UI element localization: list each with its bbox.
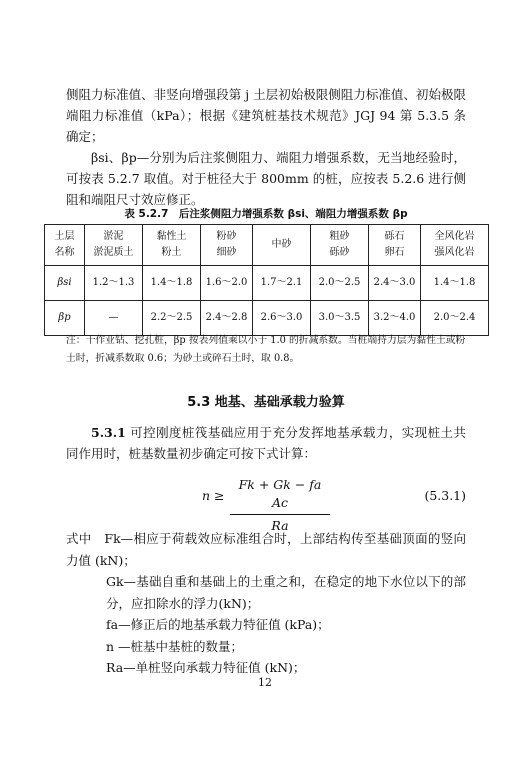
clause-number: 5.3.1 [91,425,126,440]
row-label: βsi [45,266,85,301]
header-cell: 淤泥 淤泥质土 [85,225,143,266]
clause-text: 可控刚度桩筏基础应用于充分发挥地基承载力，实现桩土共同作用时，桩基数量初步确定可按下式计算： [66,425,466,461]
header-cell: 黏性土 粉土 [143,225,201,266]
fraction-bar [230,514,330,515]
section-title: 5.3 地基、基础承载力验算 [187,395,345,410]
table-header-row [45,225,489,266]
table-cell: 1.7～2.1 [253,266,311,301]
table-cell: — [85,301,143,336]
table-cell: 2.0～2.4 [421,301,489,336]
definition-item: n —桩基中基桩的数量； [106,638,244,654]
row-label: βp [45,301,85,336]
table-cell: 1.6～2.0 [201,266,253,301]
table-row [45,301,489,336]
formula-lhs: n ≥ [202,488,225,503]
paragraph-beta-definition: βsi、βp—分别为后注浆侧阻力、端阻力增强系数，无当地经验时，可按表 5.2.7 取值。对于桩径大于 800mm 的桩，应按表 5.2.6 进行侧阻和端阻尺寸效应修正。 [66,150,466,207]
header-cell: 土层 名称 [45,225,85,266]
definition-item: fa—修正后的地基承载力特征值 (kPa)； [106,617,330,632]
definition-item: Gk—基础自重和基础上的土重之和，在稳定的地下水位以下的部分，应扣除水的浮力(kN)； [106,574,466,611]
paragraph-continuation: 侧阻力标准值、非竖向增强段第 j 土层初始极限侧阻力标准值、初始极限端阻力标准值（kPa）；根据《建筑桩基技术规范》JGJ 94 第 5.3.5 条确定； [66,87,466,144]
table-row [45,266,489,301]
clause-paragraph [66,422,466,464]
table-note: 注：干作业钻、挖孔桩，βp 按表列值乘以小于 1.0 的折减系数。当桩端持力层为黏性土或粉土时，折减系数取 0.6；为砂土或碎石土时，取 0.8。 [66,335,466,364]
formula-numerator: Fk + Gk − fa Ac [238,477,322,510]
formula-fraction [230,476,330,535]
table-cell: 2.0～2.5 [311,266,369,301]
header-cell: 粉砂 细砂 [201,225,253,266]
definition-item: Ra—单桩竖向承载力特征值 (kN)； [106,660,306,675]
table-cell: 2.2～2.5 [143,301,201,336]
header-cell: 粗砂 砾砂 [311,225,369,266]
table-cell: 1.4～1.8 [143,266,201,301]
definition-item: 式中 Fk—相应于荷载效应标准组合时，上部结构传至基础顶面的竖向力值 (kN)； [66,531,466,568]
page-number: 12 [258,676,272,689]
table-cell: 3.2～4.0 [369,301,421,336]
table-cell: 1.2～1.3 [85,266,143,301]
formula-5-3-1 [66,476,466,533]
formula-denominator: Ra [271,518,289,533]
header-cell: 砾石 卵石 [369,225,421,266]
enhancement-coefficient-table [44,224,489,336]
table-cell: 1.4～1.8 [421,266,489,301]
table-cell: 2.4～3.0 [369,266,421,301]
equation-number: (5.3.1) [424,488,466,503]
table-cell: 2.6～3.0 [253,301,311,336]
header-cell: 全风化岩 强风化岩 [421,225,489,266]
header-cell: 中砂 [253,225,311,266]
table-cell: 3.0～3.5 [311,301,369,336]
table-caption: 表 5.2.7 后注浆侧阻力增强系数 βsi、端阻力增强系数 βp [124,208,408,220]
symbol-definitions [66,528,466,679]
table-cell: 2.4～2.8 [201,301,253,336]
